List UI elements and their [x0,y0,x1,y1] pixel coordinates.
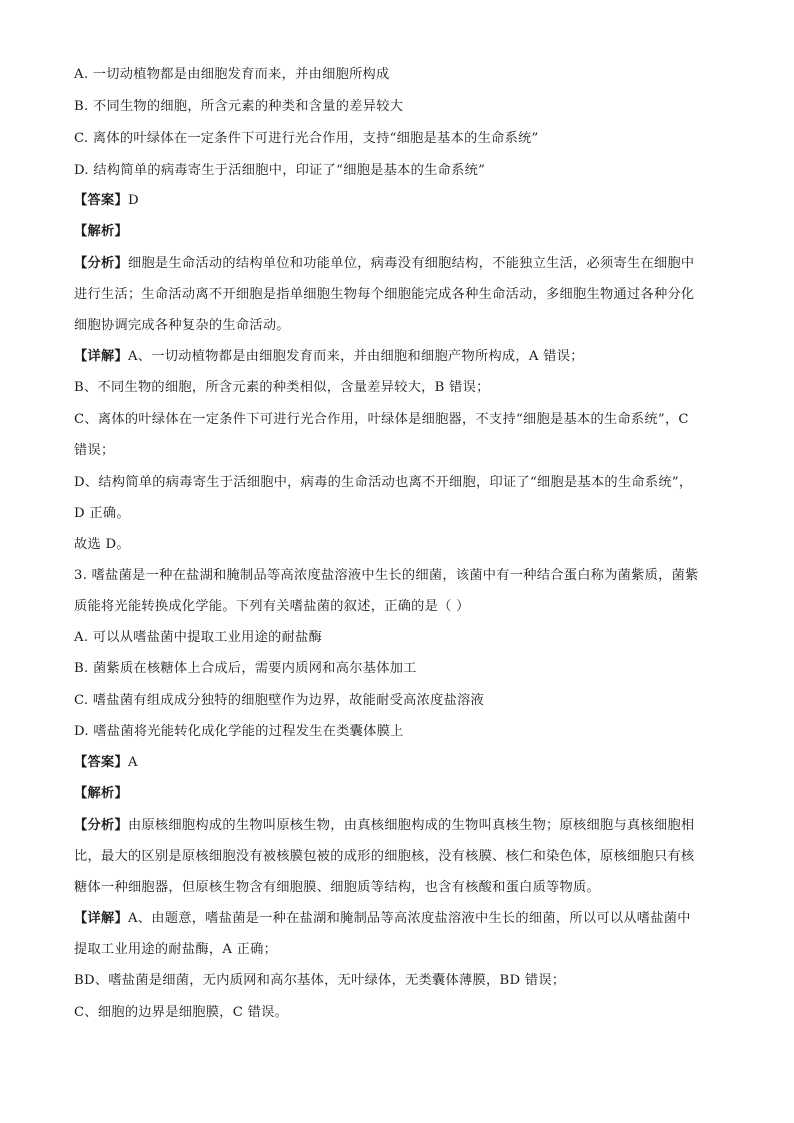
q3-jiexi-tag: 【解析】 [74,786,128,801]
q3-xiangjie-line-1 [74,910,724,928]
q3-fenxi-line-3: 糖体一种细胞器，但原核生物含有细胞膜、细胞质等结构，也含有核酸和蛋白质等物质。 [74,880,601,895]
q2-xiangjie-line-3: C、离体的叶绿体在一定条件下可进行光合作用，叶绿体是细胞器，不支持“细胞是基本的生命系统”，C [74,412,689,427]
answer-tag: 【答案】 [74,193,128,208]
q2-xiangjie-line-6: D 正确。 [74,506,130,521]
q2-xiangjie-line-5: D、结构简单的病毒寄生于活细胞中，病毒的生命活动也离不开细胞，印证了“细胞是基本的生命系统”， [74,475,693,490]
q3-stem-line-2: 质能将光能转换成化学能。下列有关嗜盐菌的叙述，正确的是（ ） [74,599,470,614]
q2-xiangjie-line-2: B、不同生物的细胞，所含元素的种类相似，含量差异较大，B 错误； [74,380,490,395]
xiangjie-tag: 【详解】 [74,911,128,926]
q2-xiangjie-line-7: 故选 D。 [74,537,130,552]
xiangjie-tag: 【详解】 [74,349,128,364]
q3-fenxi-line-1 [74,817,724,835]
q2-fenxi-line-3: 细胞协调完成各种复杂的生命活动。 [74,318,290,333]
answer-tag: 【答案】 [74,755,128,770]
q2-fenxi-line-2: 进行生活；生命活动离不开细胞是指单细胞生物每个细胞能完成各种生命活动，多细胞生物通过各种分化 [74,287,695,302]
q2-jiexi-tag: 【解析】 [74,224,128,239]
q2-xiangjie-line-4: 错误； [74,443,115,458]
fenxi-text: 由原核细胞构成的生物叫原核生物，由真核细胞构成的生物叫真核生物；原核细胞与真核细胞相 [127,818,695,833]
answer-value: A [127,755,138,770]
q2-answer [74,192,724,210]
q3-option-c: C. 嗜盐菌有组成成分独特的细胞壁作为边界，故能耐受高浓度盐溶液 [74,693,485,708]
xiangjie-text: A、由题意，嗜盐菌是一种在盐湖和腌制品等高浓度盐溶液中生长的细菌，所以可以从嗜盐菌中 [127,911,691,926]
q2-option-a: A. 一切动植物都是由细胞发育而来，并由细胞所构成 [74,67,390,82]
q3-xiangjie-line-2: 提取工业用途的耐盐酶，A 正确； [74,942,278,957]
answer-value: D [127,193,139,208]
q2-option-b: B. 不同生物的细胞，所含元素的种类和含量的差异较大 [74,99,404,114]
q3-option-b: B. 菌紫质在核糖体上合成后，需要内质网和高尔基体加工 [74,661,417,676]
q2-xiangjie-line-1 [74,348,724,366]
q3-answer [74,754,724,772]
q2-option-d: D. 结构简单的病毒寄生于活细胞中，印证了“细胞是基本的生命系统” [74,163,486,178]
fenxi-tag: 【分析】 [74,818,128,833]
q3-fenxi-line-2: 比，最大的区别是原核细胞没有被核膜包被的成形的细胞核，没有核膜、核仁和染色体，原核细胞只有核 [74,849,695,864]
fenxi-text: 细胞是生命活动的结构单位和功能单位，病毒没有细胞结构，不能独立生活，必须寄生在细胞中 [127,256,695,271]
fenxi-tag: 【分析】 [74,256,128,271]
q3-xiangjie-line-4: C、细胞的边界是细胞膜，C 错误。 [74,1005,289,1020]
q3-stem-line-1: 3. 嗜盐菌是一种在盐湖和腌制品等高浓度盐溶液中生长的细菌，该菌中有一种结合蛋白称为菌紫质，菌紫 [74,568,699,583]
q3-option-a: A. 可以从嗜盐菌中提取工业用途的耐盐酶 [74,630,323,645]
q3-option-d: D. 嗜盐菌将光能转化成化学能的过程发生在类囊体膜上 [74,724,404,739]
q2-option-c: C. 离体的叶绿体在一定条件下可进行光合作用，支持“细胞是基本的生命系统” [74,131,539,146]
xiangjie-text: A、一切动植物都是由细胞发育而来，并由细胞和细胞产物所构成，A 错误； [127,349,584,364]
q3-xiangjie-line-3: BD、嗜盐菌是细菌，无内质网和高尔基体，无叶绿体，无类囊体薄膜，BD 错误； [74,973,566,988]
q2-fenxi-line-1 [74,255,724,273]
